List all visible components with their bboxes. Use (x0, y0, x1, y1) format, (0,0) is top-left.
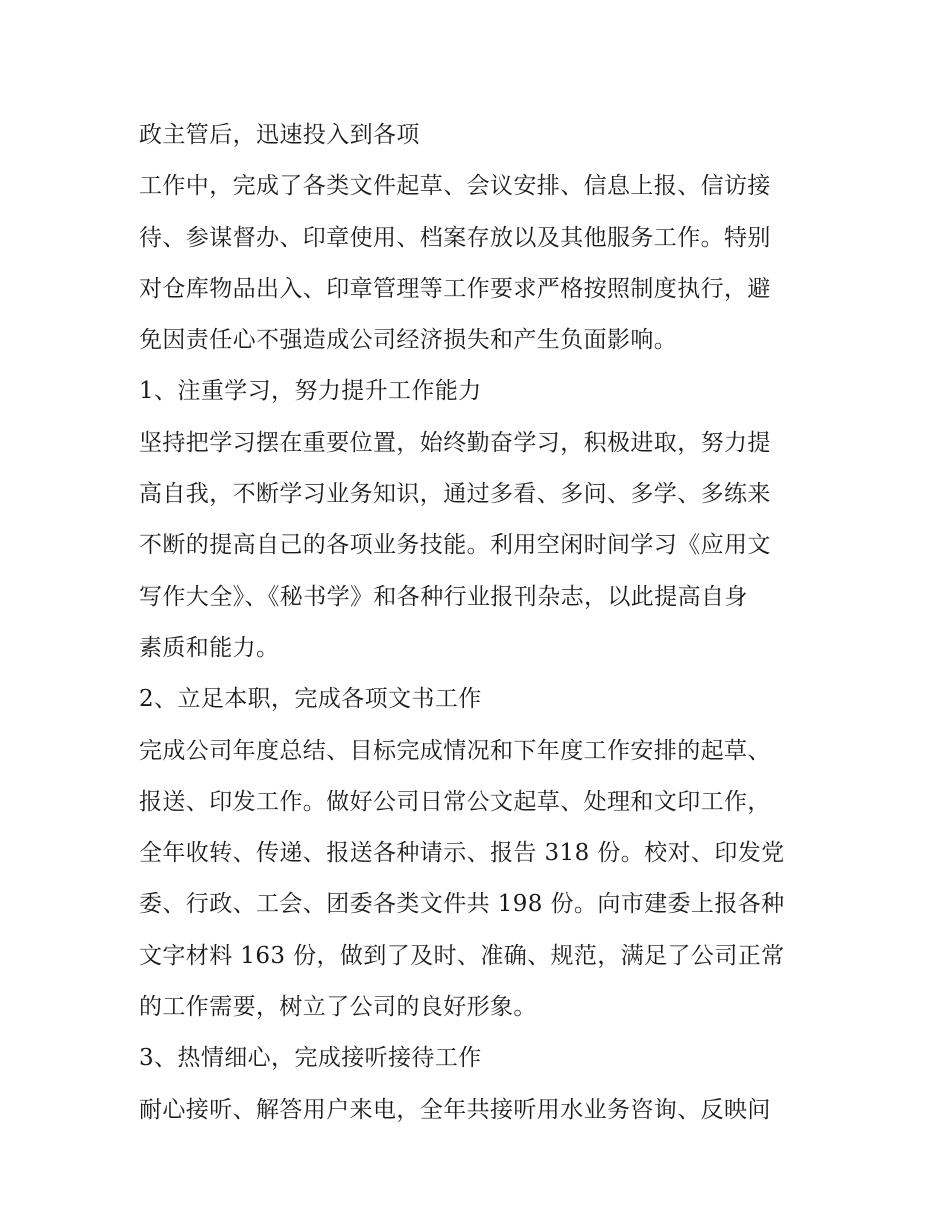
text-line: 的工作需要，树立了公司的良好形象。 (139, 994, 537, 1021)
section-heading-2: 2、立足本职，完成各项文书工作 (139, 686, 482, 713)
text-line: 工作中，完成了各类文件起草、会议安排、信息上报、信访接 (139, 173, 771, 200)
text-line: 报送、印发工作。做好公司日常公文起草、处理和文印工作， (139, 788, 771, 815)
text-line: 耐心接听、解答用户来电，全年共接听用水业务咨询、反映问 (139, 1096, 771, 1123)
section-heading-1: 1、注重学习，努力提升工作能力 (139, 378, 482, 405)
text-line: 坚持把学习摆在重要位置，始终勤奋学习，积极进取，努力提 (139, 429, 771, 456)
text-line: 素质和能力。 (139, 634, 280, 661)
text-line: 待、参谋督办、印章使用、档案存放以及其他服务工作。特别 (139, 224, 771, 251)
text-line: 委、行政、工会、团委各类文件共 198 份。向市建委上报各种 (139, 891, 785, 918)
text-line: 写作大全》、《秘书学》和各种行业报刊杂志，以此提高自身 (139, 583, 748, 610)
text-line: 政主管后，迅速投入到各项 (139, 122, 420, 148)
text-line: 完成公司年度总结、目标完成情况和下年度工作安排的起草、 (139, 737, 771, 764)
text-line: 高自我，不断学习业务知识，通过多看、多问、多学、多练来 (139, 481, 771, 508)
text-line: 对仓库物品出入、印章管理等工作要求严格按照制度执行，避 (139, 275, 771, 302)
document-body (139, 110, 819, 1136)
text-line: 不断的提高自己的各项业务技能。利用空闲时间学习《应用文 (139, 532, 771, 559)
text-line: 全年收转、传递、报送各种请示、报告 318 份。校对、印发党 (139, 840, 785, 867)
text-line: 文字材料 163 份，做到了及时、准确、规范，满足了公司正常 (139, 942, 785, 969)
section-heading-3: 3、热情细心，完成接听接待工作 (139, 1045, 482, 1072)
text-line: 免因责任心不强造成公司经济损失和产生负面影响。 (139, 327, 678, 354)
